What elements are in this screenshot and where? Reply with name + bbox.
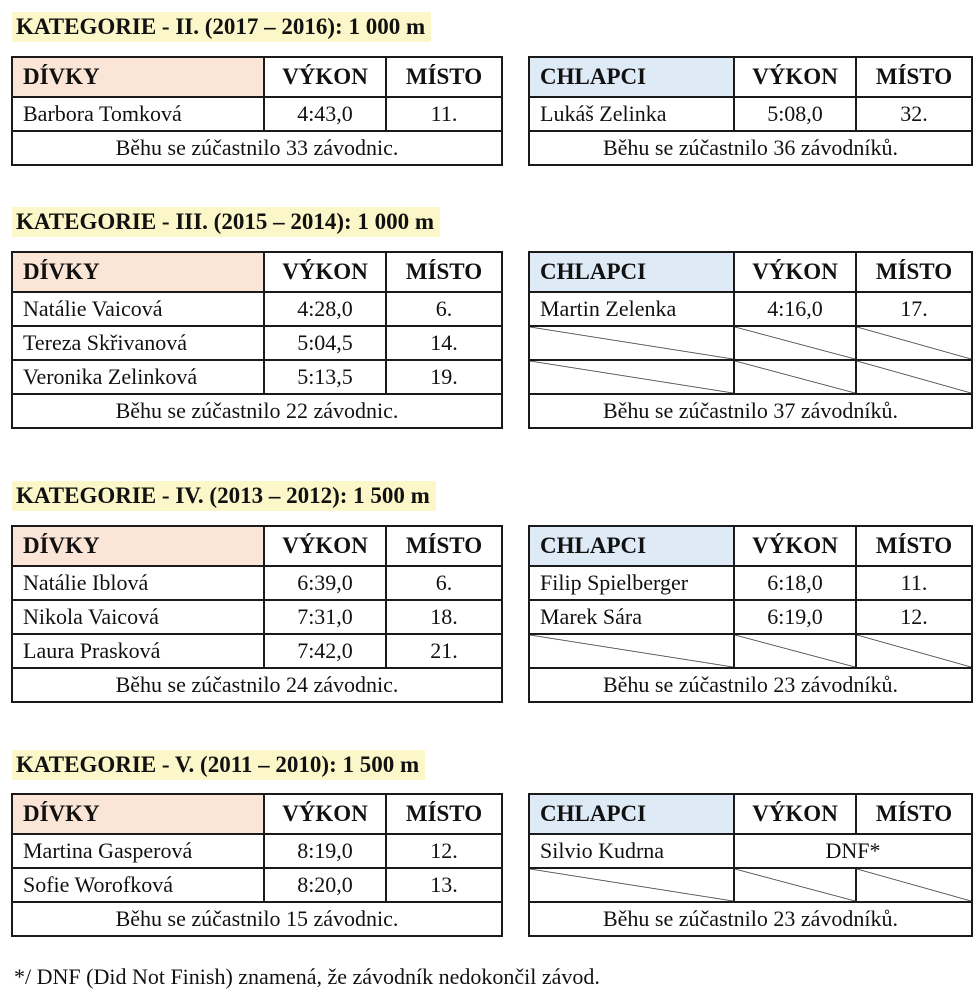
runner-name: Filip Spielberger xyxy=(529,566,734,600)
table-footer-row xyxy=(12,668,502,702)
table-header-row xyxy=(12,252,502,292)
misto-header: MÍSTO xyxy=(856,252,972,292)
runner-name: Martin Zelenka xyxy=(529,292,734,326)
table-header-row xyxy=(529,526,972,566)
table-row xyxy=(12,634,502,668)
runner-name: Veronika Zelinková xyxy=(12,360,264,394)
participants-count: Běhu se zúčastnilo 22 závodnic. xyxy=(12,394,502,428)
runner-time: 8:20,0 xyxy=(264,868,386,902)
empty-row xyxy=(529,326,972,360)
table-row xyxy=(12,566,502,600)
misto-header: MÍSTO xyxy=(386,57,502,97)
runner-time: 5:04,5 xyxy=(264,326,386,360)
category-title-4: KATEGORIE - IV. (2013 – 2012): 1 500 m xyxy=(12,481,436,511)
runner-place: 12. xyxy=(386,834,502,868)
empty-cell xyxy=(529,868,734,902)
runner-name: Sofie Worofková xyxy=(12,868,264,902)
runner-time: 4:16,0 xyxy=(734,292,856,326)
table-row xyxy=(529,292,972,326)
misto-header: MÍSTO xyxy=(386,794,502,834)
girls-label: DÍVKY xyxy=(12,252,264,292)
boys-label: CHLAPCI xyxy=(529,526,734,566)
empty-cell xyxy=(734,868,856,902)
empty-cell xyxy=(734,326,856,360)
table-footer-row xyxy=(529,902,972,936)
runner-place: 32. xyxy=(856,97,972,131)
runner-name: Silvio Kudrna xyxy=(529,834,734,868)
runner-place: 17. xyxy=(856,292,972,326)
table-row xyxy=(529,834,972,868)
vykon-header: VÝKON xyxy=(734,526,856,566)
table-row xyxy=(12,868,502,902)
table-header-row xyxy=(529,57,972,97)
boys-label: CHLAPCI xyxy=(529,57,734,97)
table-footer-row xyxy=(12,131,502,165)
table-footer-row xyxy=(529,668,972,702)
boys-label: CHLAPCI xyxy=(529,252,734,292)
runner-name: Lukáš Zelinka xyxy=(529,97,734,131)
table-header-row xyxy=(12,57,502,97)
category-title-2: KATEGORIE - II. (2017 – 2016): 1 000 m xyxy=(12,12,431,42)
participants-count: Běhu se zúčastnilo 15 závodnic. xyxy=(12,902,502,936)
empty-row xyxy=(529,634,972,668)
table-row xyxy=(12,97,502,131)
runner-place: 21. xyxy=(386,634,502,668)
runner-time: 4:28,0 xyxy=(264,292,386,326)
empty-cell xyxy=(856,868,972,902)
vykon-header: VÝKON xyxy=(734,57,856,97)
girls-table-cat2 xyxy=(11,56,503,166)
dnf-footnote: */ DNF (Did Not Finish) znamená, že závodník nedokončil závod. xyxy=(14,964,600,989)
vykon-header: VÝKON xyxy=(264,794,386,834)
girls-table-cat4 xyxy=(11,525,503,703)
empty-cell xyxy=(734,634,856,668)
runner-name: Barbora Tomková xyxy=(12,97,264,131)
table-row xyxy=(12,326,502,360)
table-row xyxy=(12,292,502,326)
table-row xyxy=(12,360,502,394)
misto-header: MÍSTO xyxy=(856,57,972,97)
participants-count: Běhu se zúčastnilo 33 závodnic. xyxy=(12,131,502,165)
runner-place: 18. xyxy=(386,600,502,634)
table-footer-row xyxy=(529,131,972,165)
participants-count: Běhu se zúčastnilo 36 závodníků. xyxy=(529,131,972,165)
runner-place: 13. xyxy=(386,868,502,902)
participants-count: Běhu se zúčastnilo 24 závodnic. xyxy=(12,668,502,702)
girls-table-cat5 xyxy=(11,793,503,937)
runner-time: 4:43,0 xyxy=(264,97,386,131)
empty-cell xyxy=(529,360,734,394)
runner-name: Laura Prasková xyxy=(12,634,264,668)
empty-row xyxy=(529,868,972,902)
empty-row xyxy=(529,360,972,394)
vykon-header: VÝKON xyxy=(264,252,386,292)
table-row xyxy=(529,97,972,131)
runner-place: 6. xyxy=(386,566,502,600)
girls-label: DÍVKY xyxy=(12,526,264,566)
runner-time: 5:08,0 xyxy=(734,97,856,131)
runner-name: Martina Gasperová xyxy=(12,834,264,868)
runner-time: 7:42,0 xyxy=(264,634,386,668)
table-footer-row xyxy=(12,394,502,428)
misto-header: MÍSTO xyxy=(856,794,972,834)
runner-place: 12. xyxy=(856,600,972,634)
participants-count: Běhu se zúčastnilo 23 závodníků. xyxy=(529,668,972,702)
boys-table-cat2 xyxy=(528,56,973,166)
girls-table-cat3 xyxy=(11,251,503,429)
empty-cell xyxy=(529,634,734,668)
participants-count: Běhu se zúčastnilo 37 závodníků. xyxy=(529,394,972,428)
girls-label: DÍVKY xyxy=(12,794,264,834)
table-row xyxy=(12,600,502,634)
runner-time: 7:31,0 xyxy=(264,600,386,634)
runner-place: 11. xyxy=(386,97,502,131)
misto-header: MÍSTO xyxy=(386,252,502,292)
boys-label: CHLAPCI xyxy=(529,794,734,834)
boys-table-cat3 xyxy=(528,251,973,429)
table-header-row xyxy=(12,794,502,834)
vykon-header: VÝKON xyxy=(264,57,386,97)
empty-cell xyxy=(856,360,972,394)
runner-name: Tereza Skřivanová xyxy=(12,326,264,360)
runner-result-dnf: DNF* xyxy=(734,834,972,868)
runner-place: 11. xyxy=(856,566,972,600)
table-row xyxy=(529,566,972,600)
empty-cell xyxy=(529,326,734,360)
runner-time: 5:13,5 xyxy=(264,360,386,394)
runner-place: 14. xyxy=(386,326,502,360)
runner-name: Marek Sára xyxy=(529,600,734,634)
runner-time: 6:39,0 xyxy=(264,566,386,600)
runner-time: 8:19,0 xyxy=(264,834,386,868)
table-header-row xyxy=(12,526,502,566)
runner-place: 6. xyxy=(386,292,502,326)
vykon-header: VÝKON xyxy=(734,794,856,834)
table-footer-row xyxy=(12,902,502,936)
table-header-row xyxy=(529,794,972,834)
table-row xyxy=(12,834,502,868)
table-row xyxy=(529,600,972,634)
runner-place: 19. xyxy=(386,360,502,394)
runner-time: 6:19,0 xyxy=(734,600,856,634)
empty-cell xyxy=(856,634,972,668)
vykon-header: VÝKON xyxy=(734,252,856,292)
empty-cell xyxy=(734,360,856,394)
runner-name: Nikola Vaicová xyxy=(12,600,264,634)
table-footer-row xyxy=(529,394,972,428)
empty-cell xyxy=(856,326,972,360)
boys-table-cat5 xyxy=(528,793,973,937)
boys-table-cat4 xyxy=(528,525,973,703)
category-title-5: KATEGORIE - V. (2011 – 2010): 1 500 m xyxy=(12,750,425,780)
participants-count: Běhu se zúčastnilo 23 závodníků. xyxy=(529,902,972,936)
misto-header: MÍSTO xyxy=(856,526,972,566)
runner-name: Natálie Vaicová xyxy=(12,292,264,326)
runner-name: Natálie Iblová xyxy=(12,566,264,600)
girls-label: DÍVKY xyxy=(12,57,264,97)
category-title-3: KATEGORIE - III. (2015 – 2014): 1 000 m xyxy=(12,207,440,237)
vykon-header: VÝKON xyxy=(264,526,386,566)
runner-time: 6:18,0 xyxy=(734,566,856,600)
table-header-row xyxy=(529,252,972,292)
misto-header: MÍSTO xyxy=(386,526,502,566)
